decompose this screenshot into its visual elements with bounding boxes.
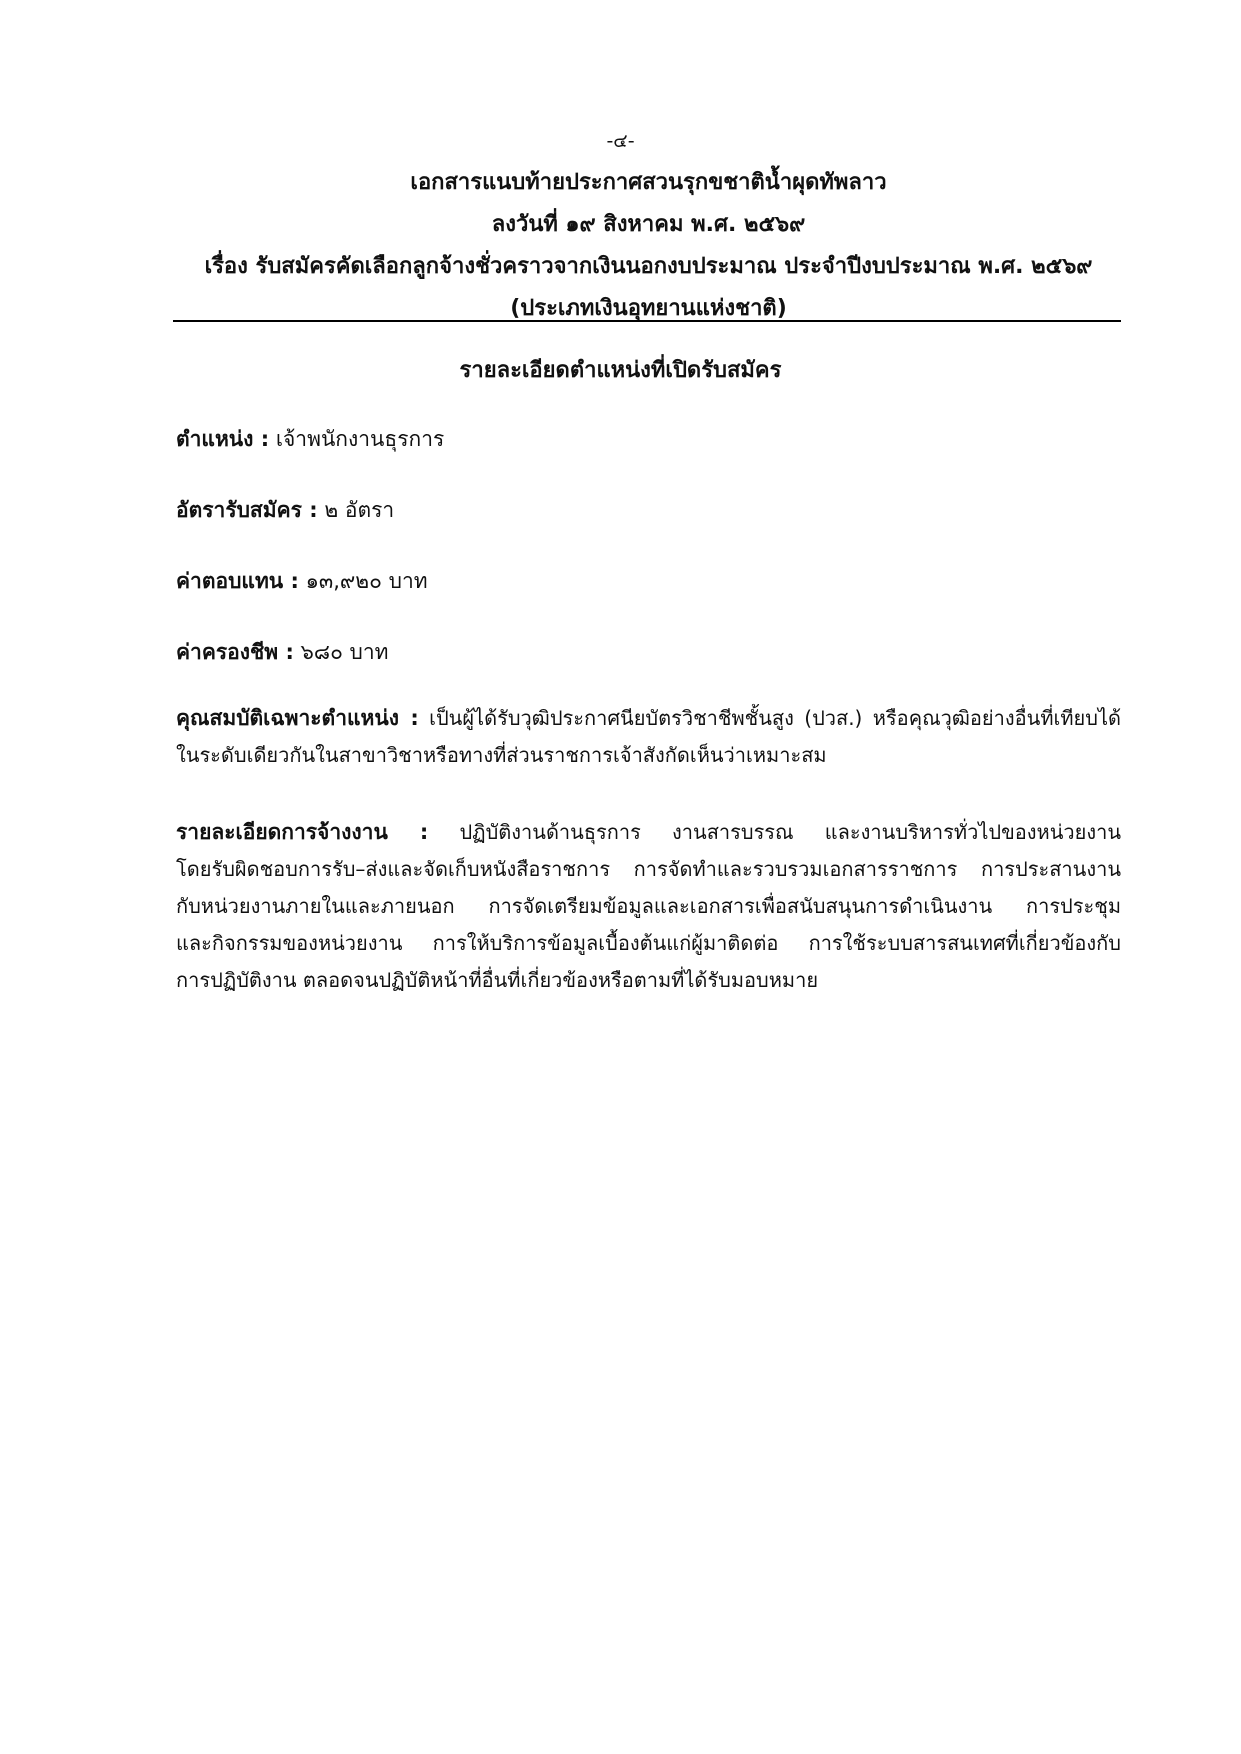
header-date: ลงวันที่ ๑๙ สิงหาคม พ.ศ. ๒๕๖๙ bbox=[491, 212, 806, 237]
job-details-text-4: และกิจกรรมของหน่วยงาน การให้บริการข้อมูลเบื้องต้นแก่ผู้มาติดต่อ การใช้ระบบสารสนเทศที่เกี่ยวข้องกับ bbox=[176, 931, 1121, 955]
header-title: เอกสารแนบท้ายประกาศสวนรุกขชาติน้ำผุดทัพลาว bbox=[410, 170, 887, 195]
job-details-text-1: ปฏิบัติงานด้านธุรการ งานสารบรรณ และงานบริหารทั่วไปของหน่วยงาน bbox=[459, 820, 1121, 844]
qualifications-paragraph bbox=[176, 700, 1121, 774]
field-openings bbox=[176, 494, 394, 527]
job-details-text-5: การปฏิบัติงาน ตลอดจนปฏิบัติหน้าที่อื่นที่เกี่ยวข้องหรือตามที่ได้รับมอบหมาย bbox=[176, 968, 819, 992]
section-title: รายละเอียดตำแหน่งที่เปิดรับสมัคร bbox=[459, 358, 782, 383]
header-subject: เรื่อง รับสมัครคัดเลือกลูกจ้างชั่วคราวจากเงินนอกงบประมาณ ประจำปีงบประมาณ พ.ศ. ๒๕๖๙ bbox=[204, 254, 1093, 279]
field-allowance-value: ๖๘๐ บาท bbox=[300, 640, 389, 664]
field-salary bbox=[176, 565, 428, 598]
job-details-line bbox=[176, 814, 1121, 851]
field-position-label: ตำแหน่ง : bbox=[176, 427, 270, 451]
qualifications-text-2: ในระดับเดียวกันในสาขาวิชาหรือทางที่ส่วนราชการเจ้าสังกัดเห็นว่าเหมาะสม bbox=[176, 743, 827, 767]
field-allowance-label: ค่าครองชีพ : bbox=[176, 640, 294, 664]
job-details-text-3: กับหน่วยงานภายในและภายนอก การจัดเตรียมข้อมูลและเอกสารเพื่อสนับสนุนการดำเนินงาน การประชุม bbox=[176, 894, 1121, 918]
header-category: (ประเภทเงินอุทยานแห่งชาติ) bbox=[510, 296, 787, 321]
field-salary-label: ค่าตอบแทน : bbox=[176, 569, 299, 593]
field-position bbox=[176, 423, 444, 456]
field-allowance bbox=[176, 636, 389, 669]
header-divider bbox=[173, 320, 1121, 322]
field-openings-value: ๒ อัตรา bbox=[324, 498, 395, 522]
field-openings-label: อัตรารับสมัคร : bbox=[176, 498, 318, 522]
job-details-paragraph bbox=[176, 814, 1121, 999]
qualifications-label: คุณสมบัติเฉพาะตำแหน่ง : bbox=[176, 706, 419, 730]
field-position-value: เจ้าพนักงานธุรการ bbox=[275, 427, 445, 451]
document-header bbox=[176, 162, 1121, 330]
job-details-label: รายละเอียดการจ้างงาน : bbox=[176, 820, 429, 844]
job-details-text-2: โดยรับผิดชอบการรับ–ส่งและจัดเก็บหนังสือราชการ การจัดทำและรวบรวมเอกสารราชการ การประสานงาน bbox=[176, 857, 1121, 881]
page-number: -๔- bbox=[606, 130, 635, 152]
qualifications-line bbox=[176, 700, 1121, 737]
qualifications-text-1: เป็นผู้ได้รับวุฒิประกาศนียบัตรวิชาชีพชั้นสูง (ปวส.) หรือคุณวุฒิอย่างอื่นที่เทียบได้ bbox=[429, 706, 1121, 730]
field-salary-value: ๑๓,๙๒๐ บาท bbox=[305, 569, 428, 593]
